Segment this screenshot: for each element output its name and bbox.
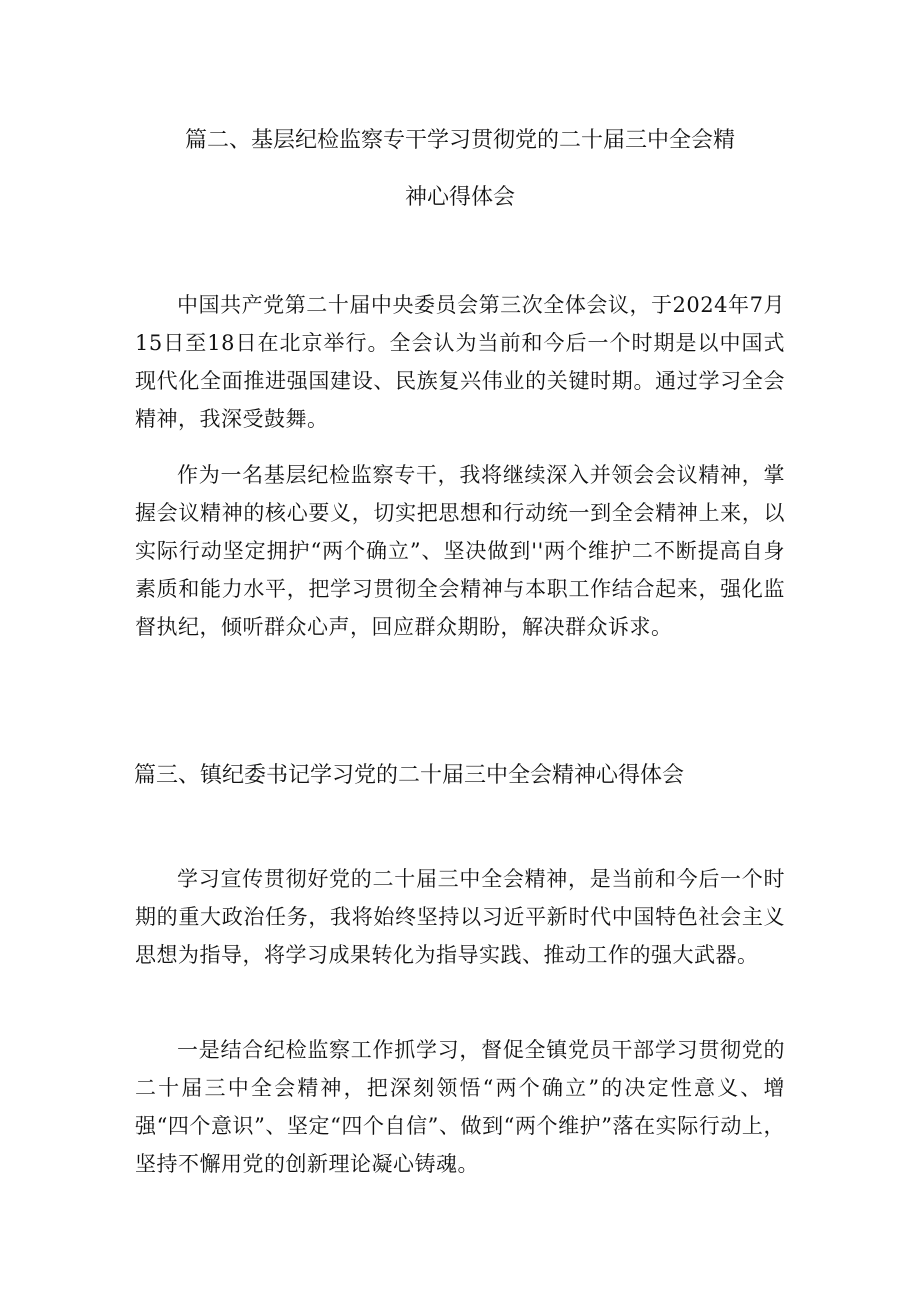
section2-paragraph-2: 作为一名基层纪检监察专干，我将继续深入并领会会议精神，掌握会议精神的核心要义，切实把思想和行动统一到全会精神上来，以实际行动坚定拥护“两个确立”、坚决做到''两个维护二不断提高自身素质和能力水平，把学习贯彻全会精神与本职工作结合起来，强化监督执纪，倾听群众心声，回应群众期盼，解决群众诉求。 xyxy=(135,463,785,639)
section3-title: 篇三、镇纪委书记学习党的二十届三中全会精神心得体会 xyxy=(134,763,685,788)
section2-title-line2: 神心得体会 xyxy=(404,185,515,210)
section2-title-line1: 篇二、基层纪检监察专干学习贯彻党的二十届三中全会精 xyxy=(184,128,735,153)
section2-paragraph-1: 中国共产党第二十届中央委员会第三次全体会议，于2024年7月15日至18日在北京举行。全会认为当前和今后一个时期是以中国式现代化全面推进强国建设、民族复兴伟业的关键时期。通过学习全会精神，我深受鼓舞。 xyxy=(135,293,785,431)
section3-paragraph-1: 学习宣传贯彻好党的二十届三中全会精神，是当前和今后一个时期的重大政治任务，我将始终坚持以习近平新时代中国特色社会主义思想为指导，将学习成果转化为指导实践、推动工作的强大武器。 xyxy=(135,867,785,967)
section3-paragraph-2: 一是结合纪检监察工作抓学习，督促全镇党员干部学习贯彻党的二十届三中全会精神，把深刻领悟“两个确立”的决定性意义、增强“四个意识”、坚定“四个自信”、做到“两个维护”落在实际行动上，坚持不懈用党的创新理论凝心铸魂。 xyxy=(135,1038,785,1176)
